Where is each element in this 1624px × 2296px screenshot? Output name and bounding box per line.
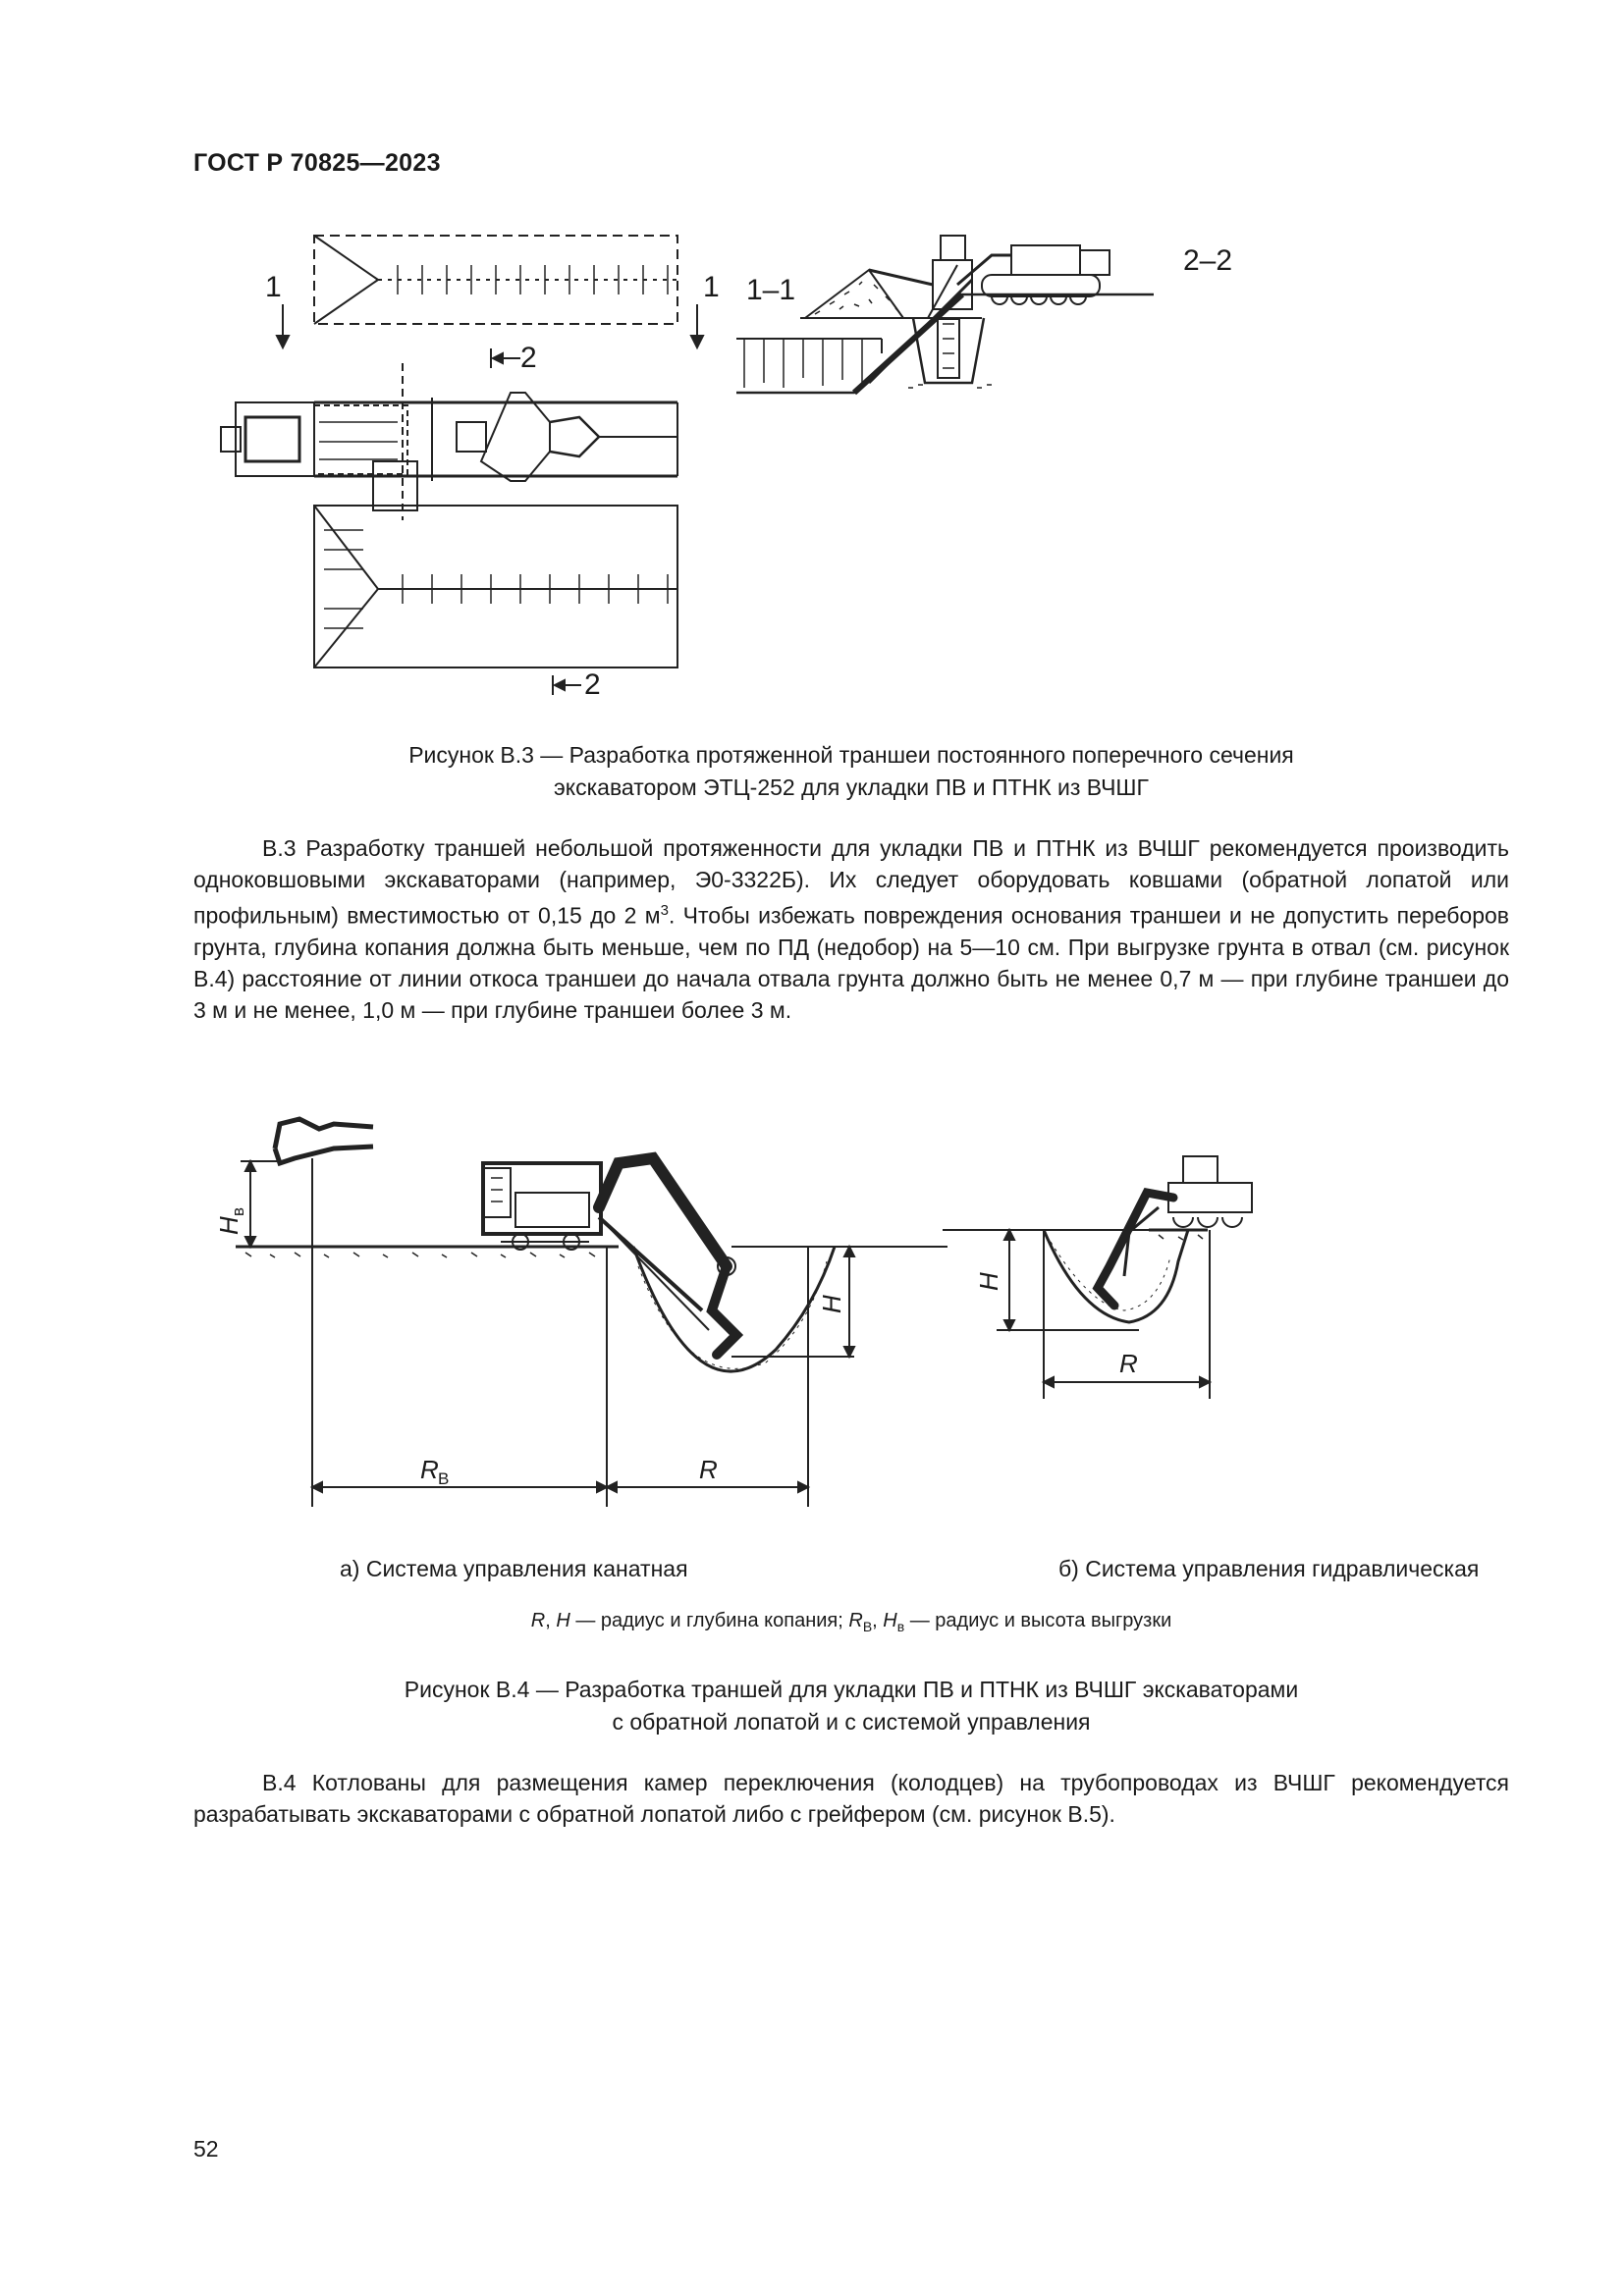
subcaption-b: б) Система управления гидравлическая	[1058, 1556, 1480, 1581]
paragraph-b3-text-1: В.3 Разработку траншей небольшой протяженности для укладки ПВ и ПТНК из ВЧШГ рекомендуется производить одноковшовыми экскаваторами (например, Э0-3322Б). Их следует оборудовать ковшами (обратной лопатой или профильным) вместимостью от 0,15 до 2 м	[193, 835, 1509, 929]
figure-b4-drawing	[214, 1070, 1522, 1522]
page-number: 52	[193, 2136, 219, 2162]
view-2-2-label: 2–2	[1183, 244, 1233, 277]
figure-b3-caption-line1: Рисунок В.3 — Разработка протяженной траншеи постоянного поперечного сечения	[408, 742, 1294, 768]
paragraph-b4	[193, 1767, 1509, 1830]
legend-h: H	[556, 1610, 570, 1631]
legend-rv: R	[848, 1610, 863, 1631]
legend-hv: H	[883, 1610, 897, 1631]
dimension-hv-main: H	[214, 1216, 244, 1235]
figure-b3-caption	[193, 739, 1509, 804]
paragraph-b4-text: В.4 Котлованы для размещения камер переключения (колодцев) на трубопроводах из ВЧШГ рекомендуется разрабатывать экскаваторами с обратной лопатой либо с грейфером (см. рисунок В.5).	[193, 1770, 1509, 1827]
document-header: ГОСТ Р 70825—2023	[193, 149, 441, 177]
subcaption-a: а) Система управления канатная	[340, 1556, 688, 1581]
dimension-h-a-label: H	[817, 1295, 846, 1313]
legend-dash2: — радиус и высота выгрузки	[904, 1610, 1172, 1631]
figure-b4-caption	[193, 1674, 1509, 1738]
dimension-rv-main: R	[420, 1455, 439, 1484]
paragraph-b3-text-2: . Чтобы избежать повреждения основания траншеи и не допустить переборов грунта, глубина копания должна быть меньше, чем по ПД (недобор) на 5—10 см. При выгрузке грунта в отвал (см. рисунок В.4) расстояние от линии откоса траншеи до начала отвала грунта должно быть не менее 0,7 м — при глубине траншеи до 3 м и не менее, 1,0 м — при глубине траншеи более 3 м.	[193, 902, 1509, 1023]
legend-hv-sub: в	[896, 1619, 905, 1634]
view-1-1-label: 1–1	[746, 274, 796, 306]
figure-b3-drawing	[226, 226, 1522, 707]
dimension-rv-subscript: В	[438, 1469, 450, 1488]
dimension-r-a-label: R	[699, 1455, 718, 1484]
legend-comma: ,	[872, 1610, 884, 1631]
figure-b4-caption-line2: с обратной лопатой и с системой управления	[612, 1709, 1091, 1735]
dimension-h-b-label: H	[974, 1272, 1003, 1291]
dimension-hv-subscript: в	[229, 1206, 247, 1216]
legend-dash1: — радиус и глубина копания;	[569, 1610, 849, 1631]
figure-b4-caption-line1: Рисунок В.4 — Разработка траншей для укладки ПВ и ПТНК из ВЧШГ экскаваторами	[404, 1677, 1299, 1702]
paragraph-b3	[193, 832, 1509, 1026]
legend-rv-sub: В	[862, 1619, 873, 1634]
figure-b4-legend: R, H — радиус и глубина копания; $R_В$, $H_в$ — радиус и высота выгрузки	[530, 1610, 1172, 1634]
figure-b3-caption-line2: экскаватором ЭТЦ-252 для укладки ПВ и ПТНК из ВЧШГ	[554, 774, 1149, 800]
section-2-top-label: 2	[520, 342, 537, 374]
section-1-left-label: 1	[265, 271, 282, 303]
section-2-bottom-label: 2	[584, 668, 601, 701]
paragraph-b3-superscript: 3	[660, 902, 669, 919]
dimension-r-b-label: R	[1119, 1349, 1138, 1378]
section-1-right-label: 1	[703, 271, 720, 303]
legend-r: R	[530, 1610, 546, 1631]
